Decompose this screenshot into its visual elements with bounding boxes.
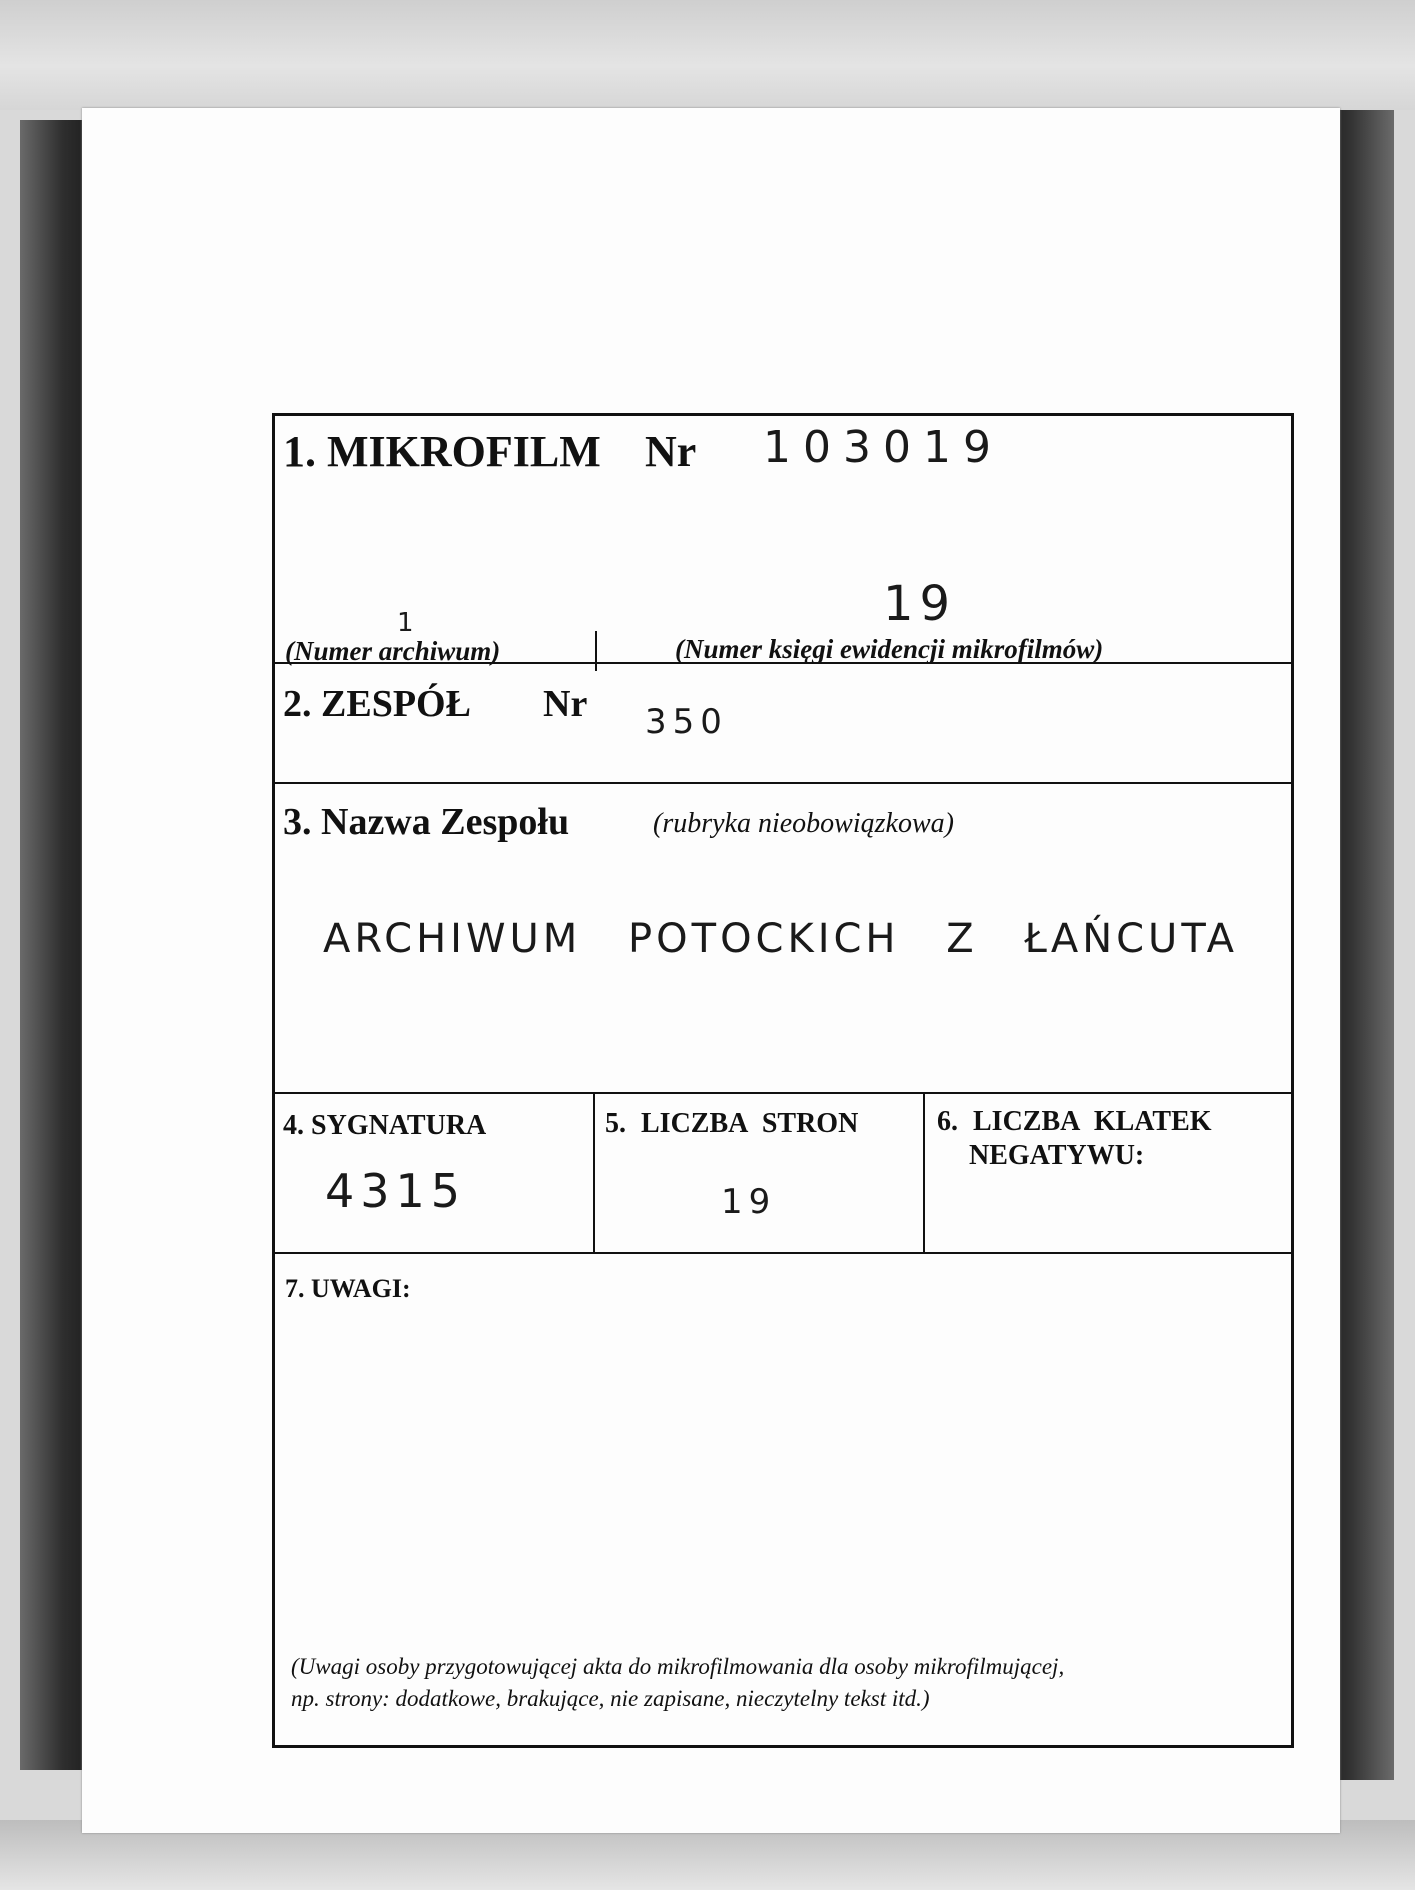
field7-hint-line1: (Uwagi osoby przygotowującej akta do mikrofilmowania dla osoby mikrofilmującej, (291, 1654, 1065, 1679)
field7-hint-line2: np. strony: dodatkowe, brakujące, nie zapisane, nieczytelny tekst itd.) (291, 1686, 930, 1711)
field2-value: 350 (645, 702, 728, 742)
field1-register-label: (Numer księgi ewidencji mikrofilmów) (675, 634, 1104, 664)
row-divider-3 (275, 1092, 1291, 1094)
field3-value: ARCHIWUM POTOCKICH Z ŁAŃCUTA (323, 916, 1239, 962)
field5-value: 19 (721, 1182, 777, 1222)
field1-label: 1. MIKROFILM (283, 427, 601, 476)
field7-label: 7. UWAGI: (285, 1274, 411, 1303)
field6-label-line2: NEGATYWU: (969, 1140, 1145, 1171)
col-divider-1 (593, 1092, 595, 1252)
field3-note: (rubryka nieobowiązkowa) (653, 808, 954, 839)
col-divider-2 (923, 1092, 925, 1252)
document-sheet (82, 108, 1340, 1833)
field1-archive-number: 1 (397, 608, 420, 638)
field6-label-line1: 6. LICZBA KLATEK (937, 1106, 1212, 1137)
field5-label: 5. LICZBA STRON (605, 1108, 859, 1139)
field2-label: 2. ZESPÓŁ (283, 683, 471, 725)
field4-label: 4. SYGNATURA (283, 1110, 487, 1141)
field1-divider (595, 631, 597, 671)
field1-nr-label: Nr (645, 427, 697, 476)
microfilm-form (272, 413, 1294, 1748)
field4-value: 4315 (325, 1164, 467, 1218)
row-divider-4 (275, 1252, 1291, 1254)
row-divider-1 (275, 662, 1291, 664)
field2-nr-label: Nr (543, 683, 588, 725)
field1-microfilm-number: 103019 (763, 422, 1003, 473)
row-divider-2 (275, 782, 1291, 784)
field1-archive-label: (Numer archiwum) (285, 636, 501, 666)
field3-label: 3. Nazwa Zespołu (283, 801, 570, 843)
field1-register-number: 19 (883, 576, 957, 632)
scan-border-top (0, 0, 1415, 110)
